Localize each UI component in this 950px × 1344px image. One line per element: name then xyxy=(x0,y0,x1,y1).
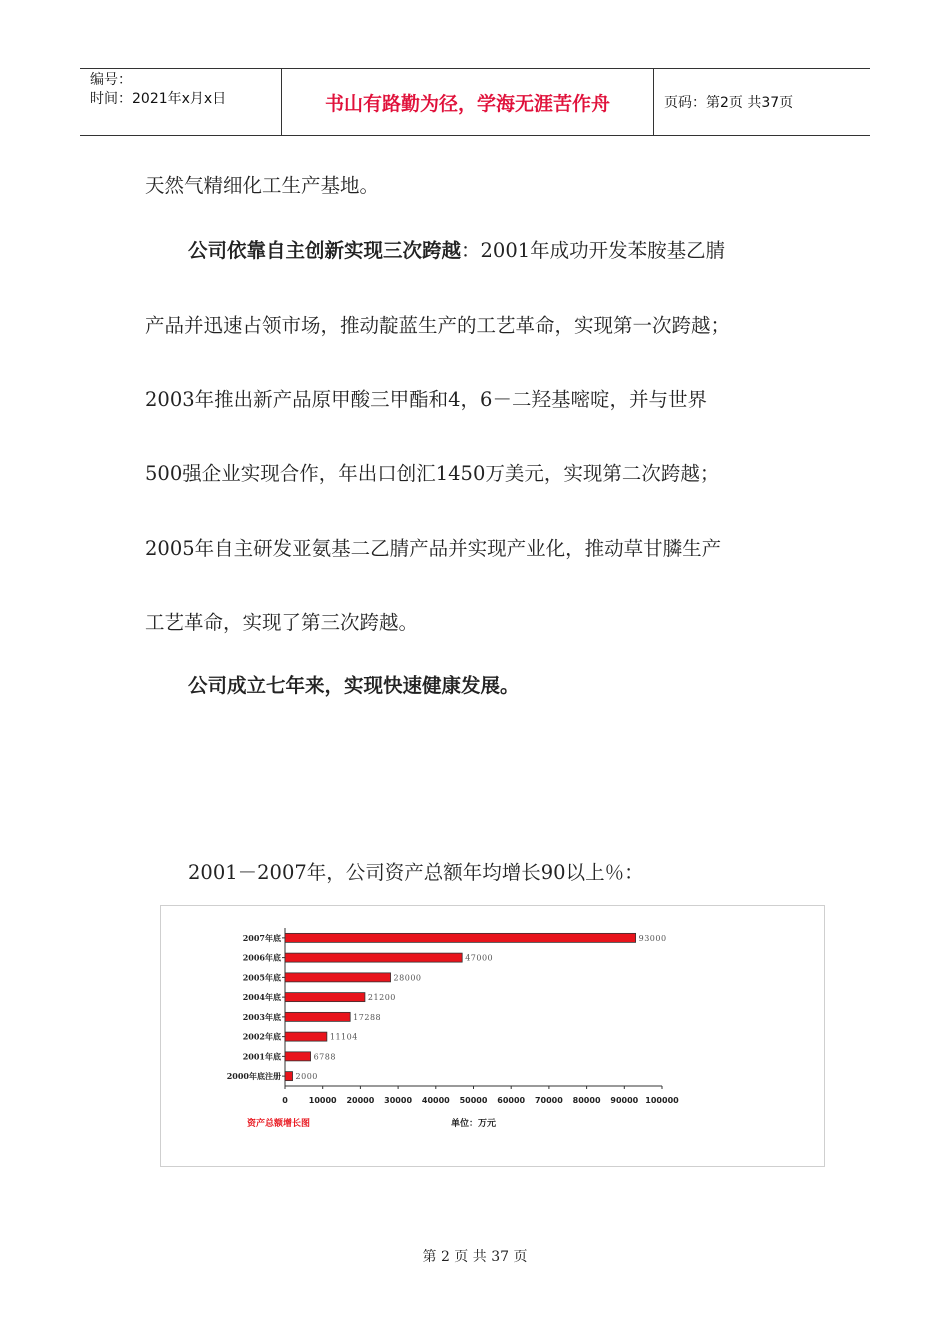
asset-bar-chart xyxy=(161,906,824,1166)
category-label: 2002年底 xyxy=(242,1031,281,1042)
data-label: 2000 xyxy=(295,1072,318,1082)
body-line-2 xyxy=(188,235,725,263)
bar xyxy=(285,1012,350,1021)
x-tick-label: 80000 xyxy=(572,1096,601,1105)
category-label: 2001年底 xyxy=(242,1051,281,1062)
page-footer: 第 2 页 共 37 页 xyxy=(422,1249,528,1265)
header-motto: 书山有路勤为径，学海无涯苦作舟 xyxy=(282,69,654,135)
bar xyxy=(285,1072,293,1081)
category-label: 2004年底 xyxy=(242,992,281,1003)
x-tick-label: 0 xyxy=(282,1096,288,1105)
body-line-5: 500强企业实现合作，年出口创汇1450万美元，实现第二次跨越； xyxy=(145,462,720,485)
x-tick-label: 30000 xyxy=(384,1096,413,1105)
chart-title: 资产总额增长图 xyxy=(247,1119,311,1129)
body-line-7: 工艺革命，实现了第三次跨越。 xyxy=(145,611,419,634)
body-line-2-rest: ：2001年成功开发苯胺基乙腈 xyxy=(461,239,726,262)
bar xyxy=(285,1032,327,1041)
asset-chart xyxy=(160,905,825,1167)
data-label: 6788 xyxy=(313,1052,336,1062)
category-label: 2005年底 xyxy=(242,972,281,983)
category-label: 2003年底 xyxy=(242,1011,281,1022)
number-label: 编号： xyxy=(90,72,132,88)
x-tick-label: 40000 xyxy=(421,1096,450,1105)
body-line-1: 天然气精细化工生产基地。 xyxy=(145,174,380,197)
data-label: 17288 xyxy=(353,1012,382,1022)
body-line-4: 2003年推出新产品原甲酸三甲酯和4，6－二羟基嘧啶，并与世界 xyxy=(145,388,707,411)
page-header xyxy=(80,68,870,136)
bold-heading: 公司成立七年来，实现快速健康发展。 xyxy=(188,674,520,697)
header-page-info: 页码：第2页 共37页 xyxy=(664,95,794,111)
time-label: 时间：2021年x月x日 xyxy=(90,91,227,107)
x-tick-label: 20000 xyxy=(346,1096,375,1105)
data-label: 11104 xyxy=(329,1032,358,1042)
header-meta xyxy=(80,69,282,135)
bar xyxy=(285,973,391,982)
category-label: 2007年底 xyxy=(242,932,281,943)
bar xyxy=(285,993,365,1002)
data-label: 28000 xyxy=(393,973,422,983)
data-label: 47000 xyxy=(465,953,494,963)
x-tick-label: 70000 xyxy=(534,1096,563,1105)
bold-lead: 公司依靠自主创新实现三次跨越 xyxy=(188,239,462,262)
x-tick-label: 100000 xyxy=(645,1096,679,1105)
x-tick-label: 60000 xyxy=(497,1096,526,1105)
data-label: 21200 xyxy=(367,993,396,1003)
body-line-3: 产品并迅速占领市场，推动靛蓝生产的工艺革命，实现第一次跨越； xyxy=(145,314,731,337)
chart-unit: 单位：万元 xyxy=(451,1119,497,1129)
data-label: 93000 xyxy=(638,933,667,943)
bar xyxy=(285,933,636,942)
chart-intro: 2001－2007年，公司资产总额年均增长90以上％： xyxy=(188,861,644,884)
x-tick-label: 90000 xyxy=(610,1096,639,1105)
x-tick-label: 10000 xyxy=(308,1096,337,1105)
category-label: 2000年底注册 xyxy=(226,1071,281,1082)
bar xyxy=(285,953,462,962)
x-tick-label: 50000 xyxy=(459,1096,488,1105)
body-line-6: 2005年自主研发亚氨基二乙腈产品并实现产业化，推动草甘膦生产 xyxy=(145,537,722,560)
bar xyxy=(285,1052,311,1061)
category-label: 2006年底 xyxy=(242,952,281,963)
